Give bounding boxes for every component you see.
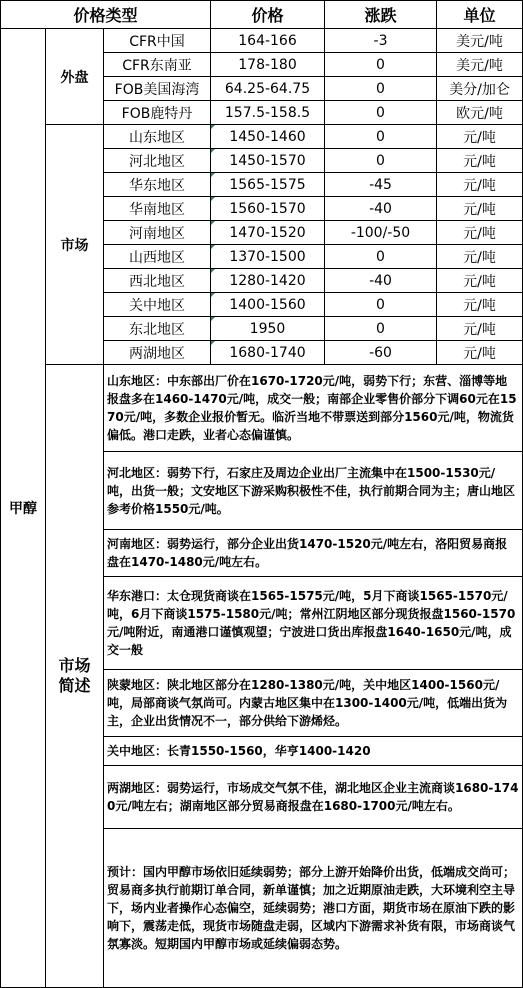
change-cell: 0 [325,317,437,341]
price-cell: 1565-1575 [211,173,325,197]
unit-cell: 元/吨 [437,293,523,317]
region-cell: 山东地区 [104,125,211,149]
region-cell: 西北地区 [104,269,211,293]
header-unit: 单位 [437,1,523,29]
price-cell: 1560-1570 [211,197,325,221]
desc-shandong: 山东地区：中东部出厂价在1670-1720元/吨，弱势下行；东营、淄博等地报盘多在1460-1470元/吨，成交一般；南部企业零售价部分下调60元在1570元/吨，多数企业报价暂无。临沂当地不带票送到部分1560元/吨，物流货偏低。港口走跌，业者心态偏谨慎。 [104,365,523,452]
price-cell: 1280-1420 [211,269,325,293]
region-cell: 山西地区 [104,245,211,269]
header-row [1,1,523,29]
change-cell: -60 [325,341,437,365]
price-cell: 1450-1460 [211,125,325,149]
region-cell: 东北地区 [104,317,211,341]
unit-cell: 元/吨 [437,173,523,197]
unit-cell: 元/吨 [437,197,523,221]
region-cell: 河北地区 [104,149,211,173]
change-cell: -40 [325,269,437,293]
change-cell: 0 [325,101,437,125]
header-change: 涨跌 [325,1,437,29]
unit-cell: 元/吨 [437,245,523,269]
change-cell: -100/-50 [325,221,437,245]
unit-cell: 元/吨 [437,341,523,365]
unit-cell: 元/吨 [437,269,523,293]
region-cell: FOB美国海湾 [104,77,211,101]
unit-cell: 元/吨 [437,221,523,245]
change-cell: -40 [325,197,437,221]
change-cell: 0 [325,77,437,101]
unit-cell: 美分/加仑 [437,77,523,101]
desc-row [1,365,523,452]
change-cell: 0 [325,125,437,149]
price-cell: 157.5-158.5 [211,101,325,125]
header-type: 价格类型 [1,1,211,29]
price-cell: 1470-1520 [211,221,325,245]
desc-forecast: 预计：国内甲醇市场依旧延续弱势；部分上游开始降价出货，低端成交尚可；贸易商多执行前期订单合同，新单谨慎；加之近期原油走跌，大环境利空主导下，场内业者操作心态偏空，延续弱势；港口方面，期货市场在原油下跌的影响下，震荡走低，现货市场随盘走弱，区域内下游需求补货有限，市场商谈气氛寡淡。短期国内甲醇市场或延续偏弱态势。 [104,829,523,988]
unit-cell: 美元/吨 [437,53,523,77]
region-cell: FOB鹿特丹 [104,101,211,125]
desc-label-line1: 市场 [58,656,91,675]
price-cell: 164-166 [211,29,325,53]
price-cell: 1950 [211,317,325,341]
region-cell: 华东地区 [104,173,211,197]
unit-cell: 元/吨 [437,125,523,149]
group-label-overseas: 外盘 [46,29,104,125]
main-category: 甲醇 [1,29,46,988]
price-cell: 64.25-64.75 [211,77,325,101]
region-cell: 关中地区 [104,293,211,317]
price-cell: 178-180 [211,53,325,77]
change-cell: 0 [325,149,437,173]
desc-label [46,365,104,988]
group-label-market: 市场 [46,125,104,365]
desc-huadong-port: 华东港口：太仓现货商谈在1565-1575元/吨，5月下商谈1565-1570元/吨，6月下商谈1575-1580元/吨；常州江阴地区部分现货报盘1560-1570元/吨附近，南通港口谨慎观望；宁波进口货出库报盘1640-1650元/吨，成交一般 [104,577,523,670]
table-row [1,29,523,53]
header-price: 价格 [211,1,325,29]
desc-label-line2: 简述 [58,676,91,695]
desc-shaanmeng: 陕蒙地区：陕北地区部分在1280-1380元/吨，关中地区1400-1560元/吨，局部商谈气氛尚可。内蒙古地区集中在1300-1400元/吨，低端出货为主，企业出货情况不一，部分供给下游烯烃。 [104,670,523,737]
unit-cell: 元/吨 [437,149,523,173]
desc-lianghu: 两湖地区：弱势运行，市场成交气氛不佳，湖北地区企业主流商谈1680-1740元/吨左右；湖南地区部分贸易商报盘在1680-1700元/吨左右。 [104,766,523,829]
change-cell: -45 [325,173,437,197]
region-cell: 华南地区 [104,197,211,221]
table-row [1,125,523,149]
desc-henan: 河南地区：弱势运行，部分企业出货1470-1520元/吨左右，洛阳贸易商报盘在1470-1480元/吨左右。 [104,530,523,577]
region-cell: 两湖地区 [104,341,211,365]
unit-cell: 美元/吨 [437,29,523,53]
unit-cell: 欧元/吨 [437,101,523,125]
region-cell: CFR中国 [104,29,211,53]
change-cell: 0 [325,293,437,317]
change-cell: 0 [325,245,437,269]
price-cell: 1450-1570 [211,149,325,173]
price-cell: 1680-1740 [211,341,325,365]
region-cell: 河南地区 [104,221,211,245]
change-cell: 0 [325,53,437,77]
price-cell: 1370-1500 [211,245,325,269]
desc-guanzhong: 关中地区：长青1550-1560，华亨1400-1420 [104,737,523,766]
change-cell: -3 [325,29,437,53]
region-cell: CFR东南亚 [104,53,211,77]
unit-cell: 元/吨 [437,317,523,341]
price-cell: 1400-1560 [211,293,325,317]
desc-hebei: 河北地区：弱势下行，石家庄及周边企业出厂主流集中在1500-1530元/吨，出货一般；文安地区下游采购积极性不佳，执行前期合同为主；唐山地区参考价格1550元/吨。 [104,452,523,530]
